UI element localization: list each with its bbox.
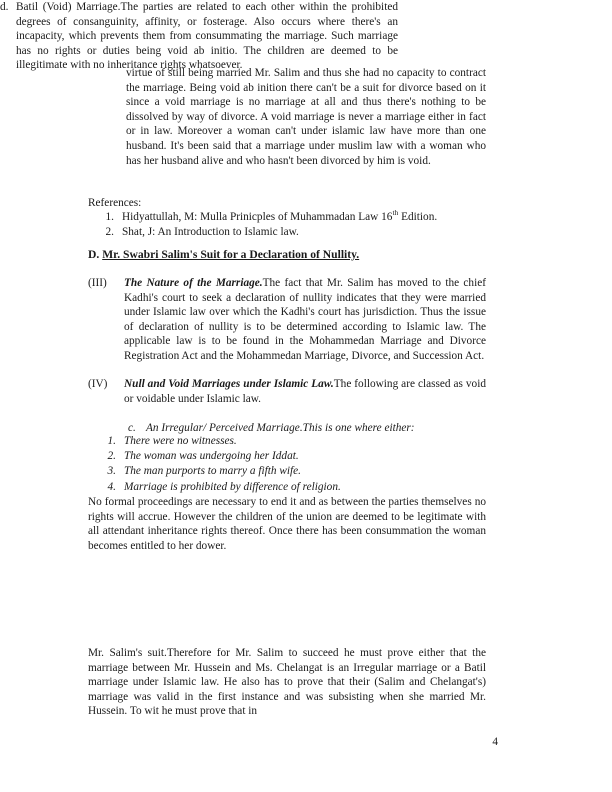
paragraph-salim-suit-text: Therefore for Mr. Salim to succeed he must prove either that the marriage between Mr. Hussein and Ms. Chelangat is an Irregular marriage or a Batil marriage under Islamic law. He also has to prove that their (Salim and Chelangat's) marriage was valid in the first instance and was subsisting when she married Mr. Hussein. To wit he must prove that in — [88, 647, 486, 718]
section-heading — [88, 248, 508, 263]
section-heading-letter: D. — [88, 248, 100, 261]
roman-item-iii — [88, 276, 486, 364]
list-item — [90, 434, 490, 449]
list-item-number: 3. — [107, 465, 116, 478]
reference-text-tail: Edition. — [398, 211, 438, 223]
roman-marker: (IV) — [88, 378, 108, 390]
roman-marker: (III) — [88, 277, 107, 289]
reference-item — [88, 210, 508, 225]
reference-superscript: th — [392, 208, 399, 218]
sub-item-d-body — [16, 0, 398, 73]
roman-body — [124, 276, 486, 364]
section-heading-title: Mr. Swabri Salim's Suit for a Declaration of Nullity. — [102, 248, 360, 261]
sub-item-c-lead: An Irregular/ Perceived Marriage. — [146, 422, 303, 434]
paragraph-salim-suit-lead: Mr. Salim's suit. — [88, 647, 167, 659]
reference-number: 1. — [105, 211, 114, 223]
sub-item-d-marker: d. — [0, 1, 9, 13]
page-number: 4 — [492, 736, 498, 748]
reference-text-main: Shat, J: An Introduction to Islamic law. — [122, 226, 299, 238]
paragraph-salim-suit — [88, 646, 486, 719]
top-paragraph: virtue of still being married Mr. Salim and thus she had no capacity to contract the marriage. Being void ab inition there can't be a suit for divorce based on it since a void marriage is no marriage at all and thus there's nothing to be dissolved by way of divorce. A void marriage is never a marriage either in fact or in law. Moreover a woman can't under islamic law have more than one husband. It's been said that a marriage under muslim law with a woman who has her husband alive and who hasn't been divorced by him is void. — [126, 67, 486, 167]
reference-text-main: Hidyattullah, M: Mulla Prinicples of Muhammadan Law 16 — [122, 211, 393, 223]
list-item — [90, 449, 490, 464]
sub-item-c-text: This is one where either: — [302, 422, 415, 434]
roman-body — [124, 377, 486, 406]
reference-text — [122, 225, 508, 240]
reference-text — [122, 210, 508, 225]
references-list — [88, 210, 508, 240]
references-heading: References: — [88, 197, 142, 209]
list-item-text: There were no witnesses. — [124, 435, 237, 447]
list-item-text: Marriage is prohibited by difference of religion. — [124, 480, 341, 493]
sub-item-d-lead: Batil (Void) Marriage. — [16, 1, 121, 13]
roman-text: The fact that Mr. Salim has moved to the chief Kadhi's court to seek a declaration of nullity indicates that they were married under Islamic law over which the Kadhi's court has jurisdiction. Thus the issue of declaration of nullity is to be determined according to Islamic law. The applicable law is to be found in the Mohammedan Marriage and Divorce Registration Act and the Mohammedan Marriage, Divorce, and Succession Act. — [124, 277, 486, 362]
roman-text: The following are classed as void or voidable under Islamic law. — [124, 378, 486, 405]
list-item-number: 4. — [107, 480, 116, 493]
roman-lead: The Nature of the Marriage. — [124, 277, 263, 289]
roman-item-iv — [88, 377, 486, 406]
list-item-number: 1. — [107, 435, 116, 447]
list-item-text: The woman was undergoing her Iddat. — [124, 450, 299, 463]
sub-item-c-marker: c. — [128, 422, 136, 434]
roman-lead: Null and Void Marriages under Islamic Law. — [124, 378, 334, 390]
reference-number: 2. — [105, 226, 114, 238]
list-item-text: The man purports to marry a fifth wife. — [124, 465, 301, 478]
reference-item — [88, 225, 508, 240]
list-item-number: 2. — [107, 450, 116, 463]
sub-item-d — [0, 0, 398, 73]
conditions-list — [90, 434, 490, 495]
sub-item-d-text: The parties are related to each other within the prohibited degrees of consanguinity, affinity, or fosterage. Also occurs where there's an incapacity, which prevents them from consummating the marriage. Such marriage has no rights or duties being void ab initio. The children are deemed to be illegitimate with no inheritance rights whatsoever. — [16, 1, 398, 72]
list-item — [90, 464, 490, 479]
list-item — [90, 480, 490, 495]
paragraph-no-formal-proceedings: No formal proceedings are necessary to end it and as between the parties themselves no rights will accrue. However the children of the union are deemed to be legitimate with all attendant inheritance rights thereof. Once there has been consummation the woman becomes entitled to her dower. — [88, 496, 486, 552]
